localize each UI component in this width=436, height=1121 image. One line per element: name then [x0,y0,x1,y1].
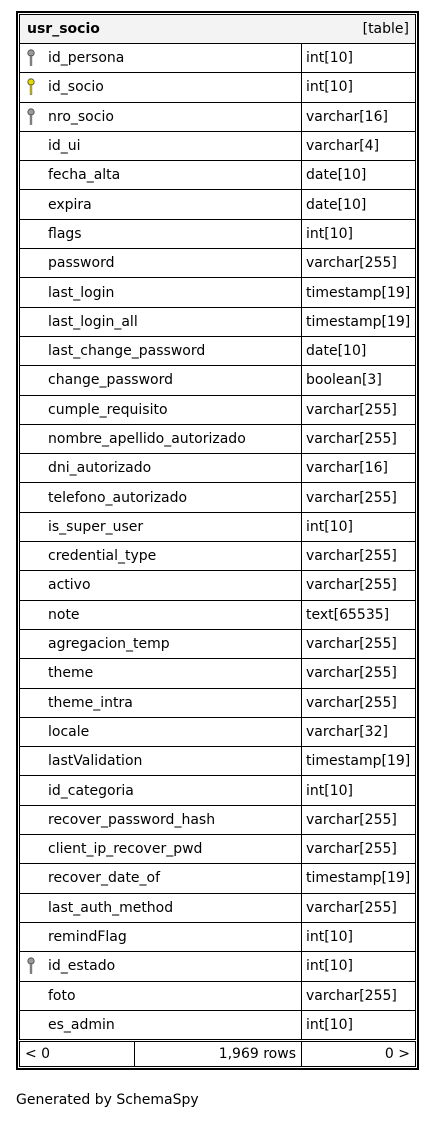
column-name: last_login_all [48,313,138,330]
column-name: id_categoria [48,782,134,799]
column-row[interactable] [19,249,416,278]
key-spacer [27,898,48,918]
column-name-cell [20,894,302,922]
column-type: int[10] [306,79,353,96]
key-spacer [27,839,48,859]
column-name: nro_socio [48,108,114,125]
column-name-cell [20,864,302,892]
column-type: timestamp[19] [306,753,411,770]
column-type: varchar[255] [306,401,397,418]
column-row[interactable] [19,161,416,190]
key-spacer [27,517,48,537]
column-row[interactable] [19,190,416,219]
column-name: last_change_password [48,343,206,360]
key-spacer [27,986,48,1006]
column-name: agregacion_temp [48,636,170,653]
column-type: varchar[4] [306,138,380,155]
column-type: varchar[255] [306,899,397,916]
column-row[interactable] [19,864,416,893]
children-count[interactable]: 0 > [384,1046,410,1063]
column-name-cell [20,278,302,306]
table-footer [19,1041,416,1067]
column-type: varchar[255] [306,694,397,711]
key-spacer [27,488,48,508]
key-spacer [27,370,48,390]
table-entity-box [16,11,419,1070]
column-type: varchar[255] [306,987,397,1004]
column-row[interactable] [19,630,416,659]
column-name: recover_password_hash [48,811,216,828]
row-count: 1,969 rows [135,1042,302,1066]
column-type: varchar[255] [306,811,397,828]
column-type: int[10] [306,225,353,242]
column-row[interactable] [19,44,416,73]
table-header[interactable] [19,14,416,44]
foreign-key-icon [27,956,48,976]
key-spacer [27,165,48,185]
column-row[interactable] [19,278,416,307]
column-type: int[10] [306,518,353,535]
column-name: theme_intra [48,694,133,711]
column-name-cell [20,835,302,863]
primary-key-icon [27,77,48,97]
column-name: id_persona [48,50,125,67]
column-row[interactable] [19,982,416,1011]
column-name: id_ui [48,138,81,155]
key-spacer [27,634,48,654]
key-spacer [27,224,48,244]
column-row[interactable] [19,483,416,512]
column-name: lastValidation [48,753,143,770]
column-row[interactable] [19,689,416,718]
column-row[interactable] [19,894,416,923]
column-name-cell [20,718,302,746]
column-row[interactable] [19,220,416,249]
column-type: timestamp[19] [306,284,411,301]
key-spacer [27,546,48,566]
column-type: varchar[16] [306,108,388,125]
column-type: timestamp[19] [306,313,411,330]
column-row[interactable] [19,776,416,805]
column-name-cell [20,571,302,599]
column-name-cell [20,483,302,511]
column-name-cell [20,73,302,101]
column-name: password [48,255,115,272]
column-name-cell [20,103,302,131]
column-type: text[65535] [306,606,390,623]
column-name-cell [20,747,302,775]
column-type: date[10] [306,343,367,360]
column-list [18,44,417,1040]
column-name-cell [20,1011,302,1039]
column-name: flags [48,225,82,242]
column-name: nombre_apellido_autorizado [48,431,246,447]
column-name-cell [20,776,302,804]
column-name-cell [20,630,302,658]
column-type: varchar[255] [306,577,397,594]
column-name: cumple_requisito [48,401,168,418]
column-row[interactable] [19,601,416,630]
column-type: varchar[32] [306,723,388,740]
foreign-key-icon [27,107,48,127]
column-name-cell [20,659,302,687]
column-name-cell [20,982,302,1010]
column-type: int[10] [306,1016,353,1033]
column-type: varchar[255] [306,548,397,565]
column-name-cell [20,689,302,717]
column-name-cell [20,190,302,218]
column-name: last_login [48,284,115,301]
column-name: recover_date_of [48,870,161,887]
column-name: dni_autorizado [48,460,152,477]
column-row[interactable] [19,132,416,161]
key-spacer [27,458,48,478]
column-type: int[10] [306,782,353,799]
column-row[interactable] [19,513,416,542]
column-name: remindFlag [48,929,127,946]
column-name: expira [48,196,92,213]
column-name: last_auth_method [48,899,174,916]
column-row[interactable] [19,835,416,864]
column-name: es_admin [48,1016,115,1033]
column-name: credential_type [48,548,157,565]
column-name-cell [20,337,302,365]
key-spacer [27,868,48,888]
column-row[interactable] [19,366,416,395]
column-name-cell [20,542,302,570]
column-row[interactable] [19,806,416,835]
column-type: varchar[255] [306,255,397,272]
key-spacer [27,283,48,303]
column-row[interactable] [19,425,416,454]
generated-by-label: Generated by SchemaSpy [16,1092,199,1108]
column-type: int[10] [306,50,353,67]
column-row[interactable] [19,337,416,366]
column-type: int[10] [306,929,353,946]
column-name-cell [20,396,302,424]
column-row[interactable] [19,454,416,483]
column-name-cell [20,249,302,277]
column-row[interactable] [19,308,416,337]
column-name: fecha_alta [48,167,121,184]
foreign-key-icon [27,48,48,68]
column-name: note [48,606,80,623]
key-spacer [27,429,48,449]
column-name: client_ip_recover_pwd [48,841,203,858]
column-name: telefono_autorizado [48,489,188,506]
key-spacer [27,253,48,273]
column-row[interactable] [19,396,416,425]
column-row[interactable] [19,1011,416,1040]
column-name: is_super_user [48,518,144,535]
key-spacer [27,810,48,830]
column-row[interactable] [19,542,416,571]
key-spacer [27,341,48,361]
column-type: timestamp[19] [306,870,411,887]
column-name: foto [48,987,76,1004]
key-spacer [27,781,48,801]
column-type: varchar[255] [306,431,397,447]
column-row[interactable] [19,659,416,688]
key-spacer [27,312,48,332]
key-spacer [27,605,48,625]
key-spacer [27,722,48,742]
key-spacer [27,400,48,420]
key-spacer [27,751,48,771]
column-name: id_estado [48,958,116,975]
key-spacer [27,575,48,595]
column-name-cell [20,220,302,248]
column-name-cell [20,923,302,951]
column-type: varchar[255] [306,636,397,653]
column-type: boolean[3] [306,372,382,389]
column-type: varchar[255] [306,489,397,506]
column-name-cell [20,454,302,482]
column-name-cell [20,161,302,189]
column-type: varchar[16] [306,460,388,477]
key-spacer [27,195,48,215]
column-row[interactable] [19,923,416,952]
column-name-cell [20,513,302,541]
column-type: date[10] [306,196,367,213]
column-name: activo [48,577,91,594]
column-type: int[10] [306,958,353,975]
column-name: id_socio [48,79,104,96]
column-name-cell [20,366,302,394]
parents-count[interactable]: < 0 [20,1042,135,1066]
column-row[interactable] [19,103,416,132]
column-row[interactable] [19,747,416,776]
column-name-cell [20,308,302,336]
column-row[interactable] [19,73,416,102]
key-spacer [27,693,48,713]
column-name: change_password [48,372,173,389]
column-name: theme [48,665,94,682]
table-kind-label: [table] [362,21,409,37]
table-name: usr_socio [27,21,100,37]
column-type: varchar[255] [306,841,397,858]
column-name-cell [20,44,302,72]
column-name-cell [20,601,302,629]
key-spacer [27,663,48,683]
column-row[interactable] [19,571,416,600]
column-row[interactable] [19,952,416,981]
key-spacer [27,1015,48,1035]
key-spacer [27,136,48,156]
column-name-cell [20,952,302,980]
column-name-cell [20,425,302,453]
key-spacer [27,927,48,947]
column-name-cell [20,132,302,160]
column-name: locale [48,723,90,740]
column-type: varchar[255] [306,665,397,682]
column-name-cell [20,806,302,834]
column-type: date[10] [306,167,367,184]
column-row[interactable] [19,718,416,747]
